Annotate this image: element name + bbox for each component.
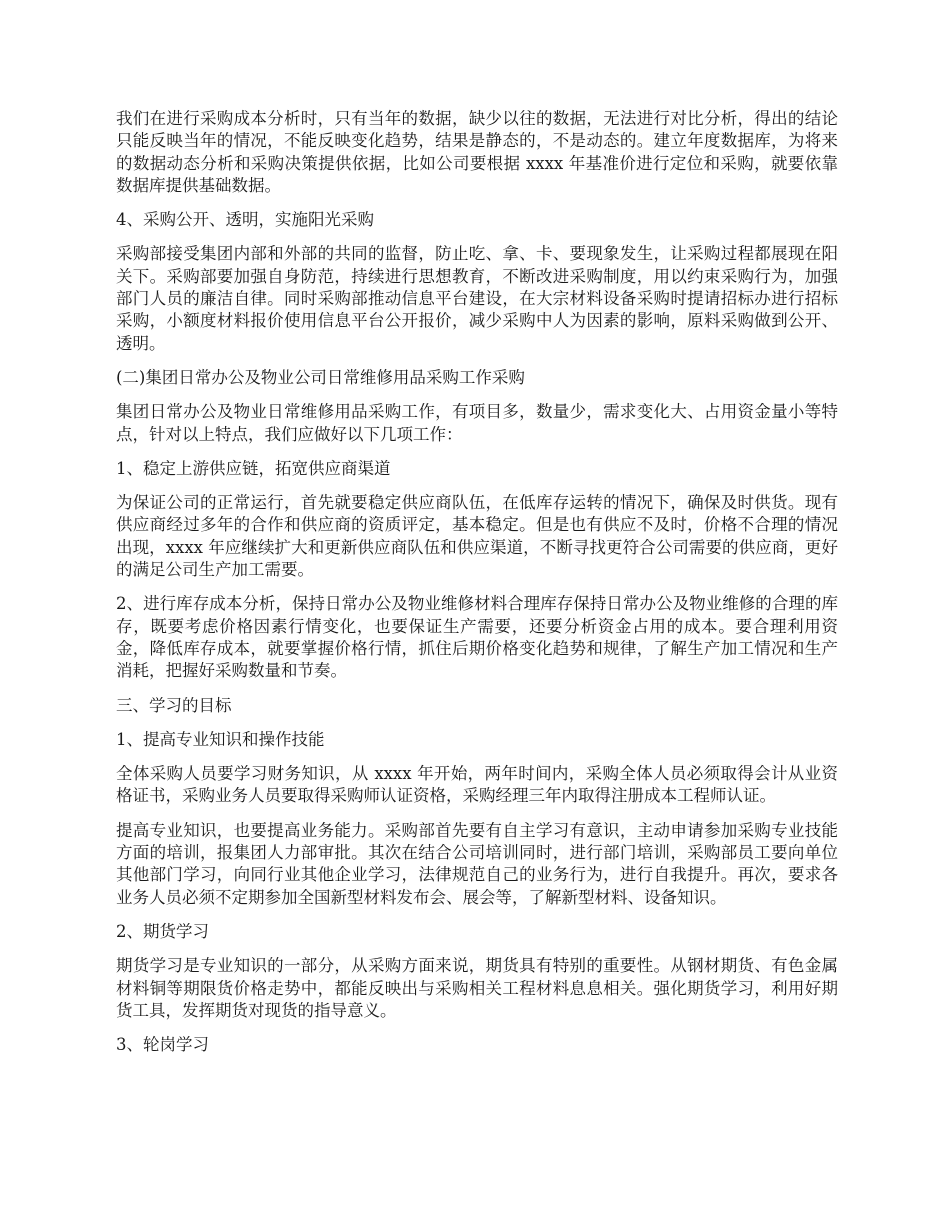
paragraph-3: 集团日常办公及物业日常维修用品采购工作，有项目多，数量少，需求变化大、占用资金量小等特点，针对以上特点，我们应做好以下几项工作： [116, 402, 838, 444]
paragraph-6: 全体采购人员要学习财务知识，从 xxxx 年开始，两年时间内，采购全体人员必须取得会计从业资格证书，采购业务人员要取得采购师认证资格，采购经理三年内取得注册成本工程师认证。 [116, 764, 838, 806]
heading-public-transparent-procurement: 4、采购公开、透明，实施阳光采购 [116, 210, 374, 230]
paragraph-4: 为保证公司的正常运行，首先就要稳定供应商队伍，在低库存运转的情况下，确保及时供货。现有供应商经过多年的合作和供应商的资质评定，基本稳定。但是也有供应不及时，价格不合理的情况出现，xxxx 年应继续扩大和更新供应商队伍和供应渠道，不断寻找更符合公司需要的供应商，更好的满足公司生产加工需要。 [116, 493, 838, 580]
heading-daily-office-procurement: (二)集团日常办公及物业公司日常维修用品采购工作采购 [116, 367, 525, 387]
heading-learning-goals: 三、学习的目标 [116, 695, 232, 715]
heading-futures-learning: 2、期货学习 [116, 921, 209, 941]
paragraph-2: 采购部接受集团内部和外部的共同的监督，防止吃、拿、卡、要现象发生，让采购过程都展现在阳关下。采购部要加强自身防范，持续进行思想教育，不断改进采购制度，用以约束采购行为，加强部门人员的廉洁自律。同时采购部推动信息平台建设，在大宗材料设备采购时提请招标办进行招标采购，小额度材料报价使用信息平台公开报价，减少采购中人为因素的影响，原料采购做到公开、透明。 [116, 244, 838, 353]
paragraph-7: 提高专业知识，也要提高业务能力。采购部首先要有自主学习有意识，主动申请参加采购专业技能方面的培训，报集团人力部审批。其次在结合公司培训同时，进行部门培训，采购部员工要向单位其他部门学习，向同行业其他企业学习，法律规范自己的业务行为，进行自我提升。再次，要求各业务人员必须不定期参加全国新型材料发布会、展会等，了解新型材料、设备知识。 [116, 820, 838, 907]
paragraph-1: 我们在进行采购成本分析时，只有当年的数据，缺少以往的数据，无法进行对比分析，得出的结论只能反映当年的情况，不能反映变化趋势，结果是静态的，不是动态的。建立年度数据库，为将来的数据动态分析和采购决策提供依据，比如公司要根据 xxxx 年基准价进行定位和采购，就要依靠数据库提供基础数据。 [116, 109, 838, 195]
document-body [116, 108, 838, 1068]
paragraph-5: 2、进行库存成本分析，保持日常办公及物业维修材料合理库存保持日常办公及物业维修的合理的库存，既要考虑价格因素行情变化，也要保证生产需要，还要分析资金占用的成本。要合理利用资金，降低库存成本，就要掌握价格行情，抓住后期价格变化趋势和规律，了解生产加工情况和生产消耗，把握好采购数量和节奏。 [116, 594, 838, 681]
paragraph-8: 期货学习是专业知识的一部分，从采购方面来说，期货具有特别的重要性。从钢材期货、有色金属材料铜等期限货价格走势中，都能反映出与采购相关工程材料息息相关。强化期货学习，利用好期货工具，发挥期货对现货的指导意义。 [116, 956, 838, 1020]
heading-rotation-learning: 3、轮岗学习 [116, 1035, 209, 1055]
heading-stabilize-supply-chain: 1、稳定上游供应链，拓宽供应商渠道 [116, 458, 391, 478]
heading-professional-skills: 1、提高专业知识和操作技能 [116, 729, 325, 749]
